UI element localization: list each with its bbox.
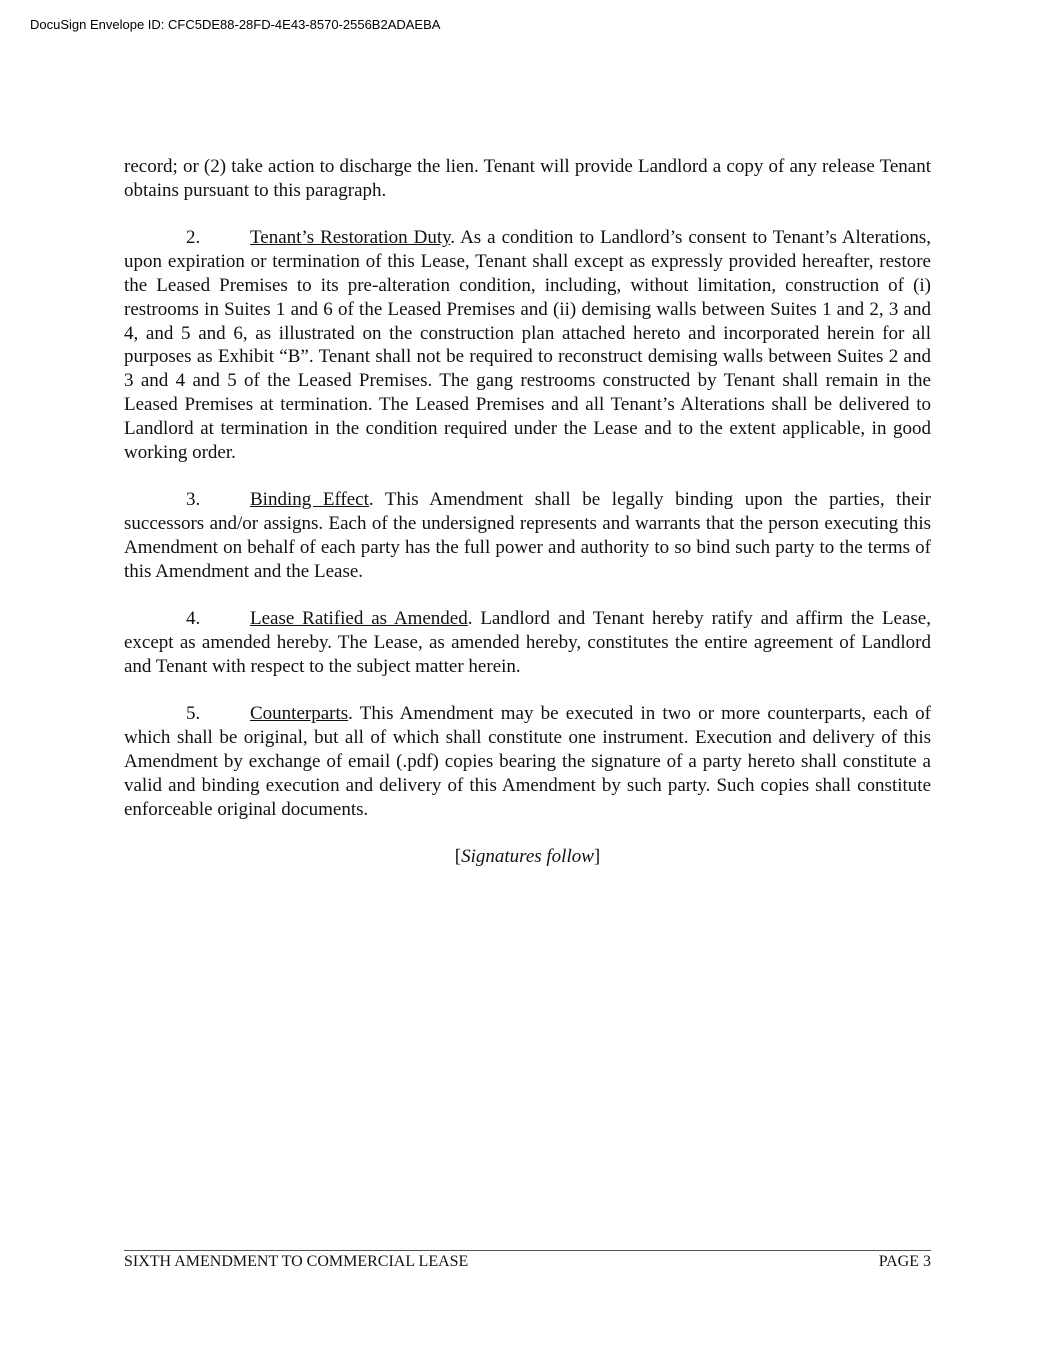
section-text: . This Amendment shall be legally binding upon the parties, their successors and/or assigns. Each of the undersigned represents and warrants that the person executing this Amendment on behalf of each party has the full power and authority to so bind such party to the terms of this Amendment and the Lease. [124,489,931,582]
section-heading: Binding Effect [250,489,369,511]
section-4-lease-ratified [124,607,931,678]
section-number: 5. [186,703,201,725]
section-3-binding-effect [124,488,931,583]
section-text: . Landlord and Tenant hereby ratify and affirm the Lease, except as amended hereby. The Lease, as amended hereby, constitutes the entire agreement of Landlord and Tenant with respect to the subject matter herein. [124,608,931,677]
section-text: . As a condition to Landlord’s consent to Tenant’s Alterations, upon expiration or termination of this Lease, Tenant shall except as expressly provided hereafter, restore the Leased Premises to its pre-alteration condition, including, without limitation, construction of (i) restrooms in Suites 1 and 6 of the Leased Premises and (ii) demising walls between Suites 1 and 2, 3 and 4, and 5 and 6, as illustrated on the construction plan attached hereto and incorporated herein for all purposes as Exhibit “B”. Tenant shall not be required to reconstruct demising walls between Suites 2 and 3 and 4 and 5 of the Leased Premises. The gang restrooms constructed by Tenant shall remain in the Leased Premises at termination. The Leased Premises and all Tenant’s Alterations shall be delivered to Landlord at termination in the condition required under the Lease and to the extent applicable, in good working order. [124,227,931,463]
footer-document-title: SIXTH AMENDMENT TO COMMERCIAL LEASE [124,1253,469,1270]
bracket-open: [ [454,846,462,868]
section-number: 4. [186,608,201,630]
signatures-follow-note [124,845,931,869]
section-heading: Lease Ratified as Amended [250,608,468,630]
footer-page-number: PAGE 3 [878,1253,931,1270]
page-footer [124,1253,931,1271]
section-number: 2. [186,227,201,249]
signatures-follow-text: Signatures follow [461,846,594,868]
document-body [124,155,931,893]
section-text: . This Amendment may be executed in two or more counterparts, each of which shall be original, but all of which shall constitute one instrument. Execution and delivery of this Amendment by exchange of email (.pdf) copies bearing the signature of a party hereto shall constitute a valid and binding execution and delivery of this Amendment by such party. Such copies shall constitute enforceable original documents. [124,703,931,820]
bracket-close: ] [593,846,601,868]
section-heading: Counterparts [250,703,349,725]
footer-divider [124,1250,931,1251]
section-5-counterparts [124,702,931,821]
continuation-paragraph: record; or (2) take action to discharge the lien. Tenant will provide Landlord a copy of any release Tenant obtains pursuant to this paragraph. [124,156,931,201]
section-2-restoration-duty [124,226,931,464]
docusign-envelope-id: DocuSign Envelope ID: CFC5DE88-28FD-4E43-8570-2556B2ADAEBA [30,17,441,32]
section-heading: Tenant’s Restoration Duty [250,227,451,249]
section-number: 3. [186,489,201,511]
